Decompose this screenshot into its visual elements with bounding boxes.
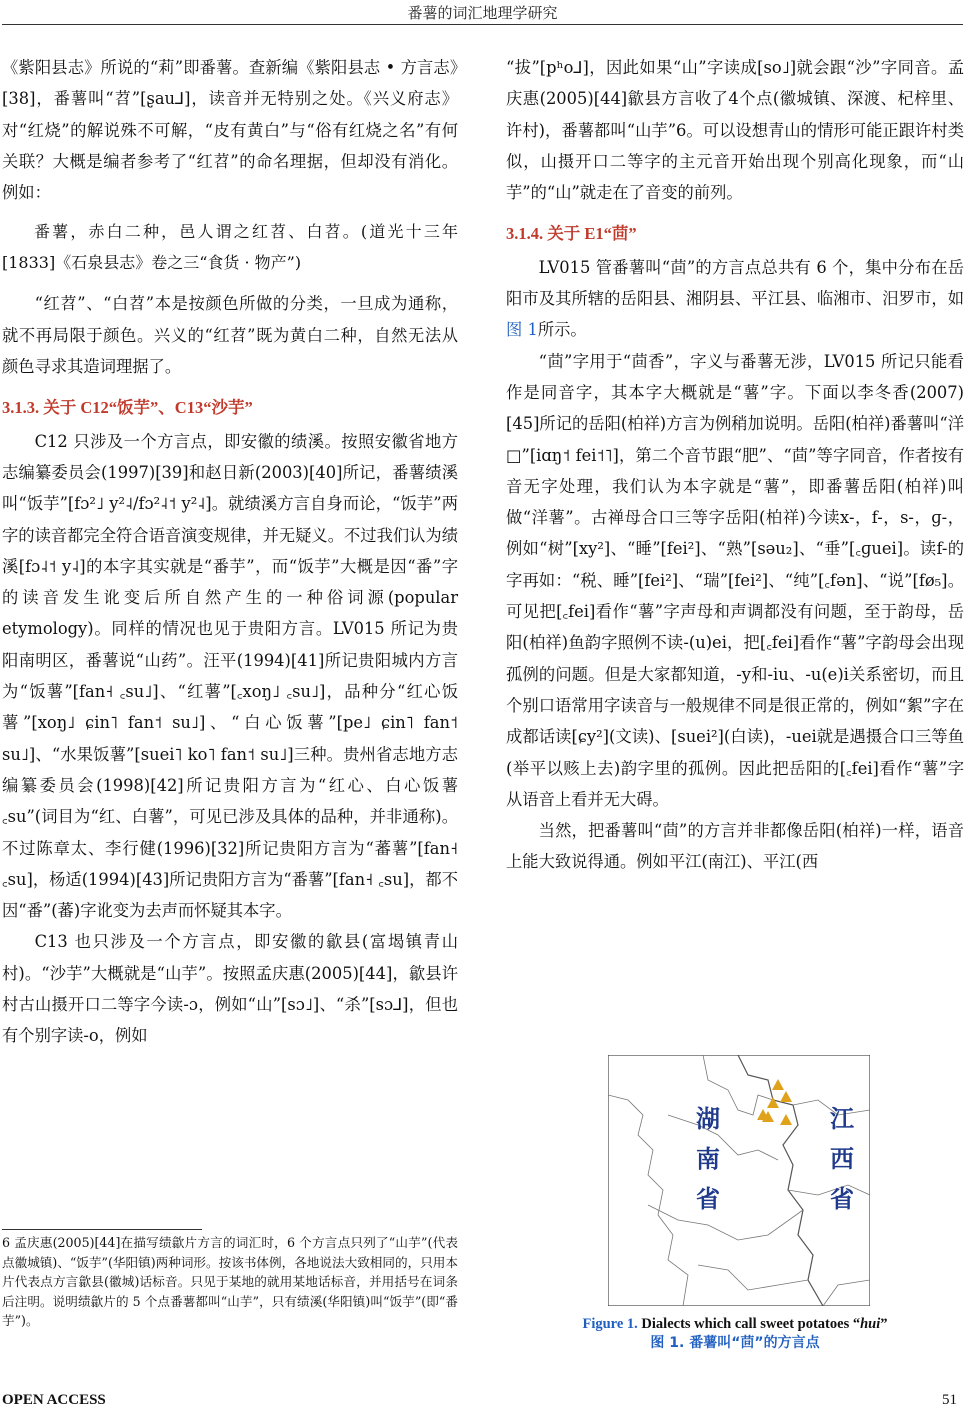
label-jiangxi-3: 省 (830, 1184, 854, 1213)
label-hunan-2: 南 (696, 1144, 720, 1173)
footer-page-number: 51 (942, 1392, 957, 1408)
right-column (506, 52, 964, 878)
label-hunan-1: 湖 (696, 1104, 720, 1133)
label-jiangxi-2: 西 (830, 1144, 854, 1173)
left-column (2, 52, 458, 1052)
right-paragraph-2 (506, 252, 964, 346)
paragraph-text-end: 所示。 (537, 320, 587, 340)
quote-block: 番薯，赤白二种，邑人谓之红苕、白苕。(道光十三年[1833]《石泉县志》卷之三“食货 · 物产”) (2, 222, 458, 273)
right-paragraph-3: “茴”字用于“茴香”，字义与番薯无涉，LV015 所记只能看作是同音字，其本字大概就是“薯”字。下面以李冬香(2007)[45]所记的岳阳(柏祥)方言为例稍加说明。岳阳(柏祥)番薯叫“洋□”[iɑŋ˦ fei˦˥]，第二个音节跟“肥”、“茴”等字同音，作者按有音无字处理，我们认为本字就是“薯”，即番薯岳阳(柏祥)叫做“洋薯”。古禅母合口三等字岳阳(柏祥)今读x-，f-，s-，ɡ-，例如“树”[xy²]、“睡”[fei²]、“熟”[səu₂]、“垂”[꜀ɡuei]。读f-的字再如：“税、睡”[fei²]、“瑞”[fei²]、“纯”[꜀fən]、“说”[fø₅]。可见把[꜀fei]看作“薯”字声母和声调都没有问题，至于韵母，岳阳(柏祥)鱼韵字照例不读-(u)ei，把[꜀fei]看作“薯”字韵母会出现孤例的问题。但是大家都知道，-y和-iu、-u(e)i关系密切，而且个别口语常用字读音与一般规律不同是很正常的，例如“絮”字在成都话读[ɕy²](文读)、[suei²](白读)，-uei就是遇摄合口三等鱼(举平以赅上去)韵字里的孤例。因此把岳阳的[꜀fei]看作“薯”字从语音上看并无大碍。 (506, 351, 964, 809)
label-jiangxi-1: 江 (830, 1104, 854, 1133)
right-paragraph-4: 当然，把番薯叫“茴”的方言并非都像岳阳(柏祥)一样，语音上能大致说得通。例如平江(南江)、平江(西 (506, 821, 964, 872)
caption-en (506, 1315, 964, 1334)
right-paragraph-1: “拔”[pʰo⅃]，因此如果“山”字读成[so˩]就会跟“沙”字同音。孟庆惠(2005)[44]歙县方言收了4个点(徽城镇、深渡、杞梓里、许村)，番薯都叫“山芋”6。可以设想青山的情形可能正跟许村类似，山摄开口二等字的主元音开始出现个别高化现象，而“山芋”的“山”就走在了音变的前列。 (506, 58, 964, 203)
caption-zh: 图 1. 番薯叫“茴”的方言点 (650, 1335, 820, 1351)
section-heading-3-1-3: 3.1.3. 关于 C12“饭芋”、C13“沙芋” (2, 398, 253, 418)
province-map (608, 1055, 870, 1306)
footer-open-access: OPEN ACCESS (2, 1392, 106, 1408)
left-paragraph-2: “红苕”、“白苕”本是按颜色所做的分类，一旦成为通称，就不再局限于颜色。兴义的“红苕”既为黄白二种，自然无法从颜色寻求其造词理据了。 (2, 294, 458, 377)
footnote-6: 6 孟庆惠(2005)[44]在描写绩歙片方言的词汇时，6 个方言点只列了“山芋”(代表点徽城镇)、“饭芋”(华阳镇)两种词形。按该书体例，各地说法大致相同的，只用本片代表点方言歙县(徽城)话标音。只见于某地的就用某地话标音，并用括号在词条后注明。说明绩歙片的 5 个点番薯都叫“山芋”，只有绩溪(华阳镇)叫“饭芋”(即“番芋”)。 (2, 1235, 458, 1329)
left-paragraph-3: C12 只涉及一个方言点，即安徽的绩溪。按照安徽省地方志编纂委员会(1997)[39]和赵日新(2003)[40]所记，番薯绩溪叫“饭芋”[fɔ²˩ y²˨/fɔ²˨˦ y²˨]。就绩溪方言自身而论，“饭芋”两字的读音都完全符合语音演变规律，并无疑义。不过我们认为绩溪[fɔ˨˦ y˨]的本字其实就是“番芋”，而“饭芋”大概是因“番”字的读音发生讹变后所自然产生的一种俗词源(popular etymology)。同样的情况也见于贵阳方言。LV015 所记为贵阳南明区，番薯说“山药”。汪平(1994)[41]所记贵阳城内方言为“饭薯”[fan˧ ꜀su˩]、“红薯”[꜀xoŋ˩ ꜀su˩]，品种分“红心饭薯”[xoŋ˩ ɕin˥ fan˦ su˩]、“白心饭薯”[pe˩ ɕin˥ fan˦ su˩]、“水果饭薯”[suei˥ ko˥ fan˦ su˩]三种。贵州省志地方志编纂委员会(1998)[42]所记贵阳方言为“红心、白心饭薯꜀su”(词目为“红、白薯”，可见已涉及具体的品种，并非通称)。不过陈章太、李行健(1996)[32]所记贵阳方言为“蕃薯”[fan˧ ꜀su]，杨适(1994)[43]所记贵阳方言为“番薯”[fan˧ ꜀su]，都不因“番”(蕃)字讹变为去声而怀疑其本字。 (2, 431, 458, 921)
running-head: 番薯的词汇地理学研究 (407, 4, 558, 22)
caption-en-word: hui (860, 1316, 881, 1332)
left-paragraph-1: 《紫阳县志》所说的“莉”即番薯。查新编《紫阳县志 • 方言志》[38]，番薯叫“苕”[ʂau⅃]，读音并无特别之处。《兴义府志》对“红烧”的解说殊不可解，“皮有黄白”与“俗有红烧之名”有何关联？大概是编者参考了“红苕”的命名理据，但却没有消化。例如： (2, 58, 458, 203)
paragraph-text: LV015 管番薯叫“茴”的方言点总共有 6 个，集中分布在岳阳市及其所辖的岳阳县、湘阴县、平江县、临湘市、汨罗市，如 (506, 257, 964, 309)
caption-en-suffix: ” (880, 1316, 888, 1332)
map-frame (608, 1055, 870, 1306)
header-rule (2, 24, 963, 25)
caption-en-text: Dialects which call sweet potatoes “ (637, 1316, 861, 1332)
figure-1-map (608, 1055, 870, 1306)
footnote-rule (2, 1229, 202, 1230)
caption-en-prefix: Figure 1. (582, 1316, 638, 1332)
figure-1-caption (506, 1315, 964, 1353)
figure-1-link[interactable]: 图 1 (506, 320, 538, 340)
left-paragraph-4: C13 也只涉及一个方言点，即安徽的歙县(富堨镇青山村)。“沙芋”大概就是“山芋”。按照孟庆惠(2005)[44]，歙县许村古山摄开口二等字今读-ɔ，例如“山”[sɔ˩]、“杀”[sɔ⅃]，但也有个别字读-o，例如 (2, 932, 458, 1046)
section-heading-3-1-4: 3.1.4. 关于 E1“茴” (506, 224, 637, 244)
label-hunan-3: 省 (696, 1184, 720, 1213)
